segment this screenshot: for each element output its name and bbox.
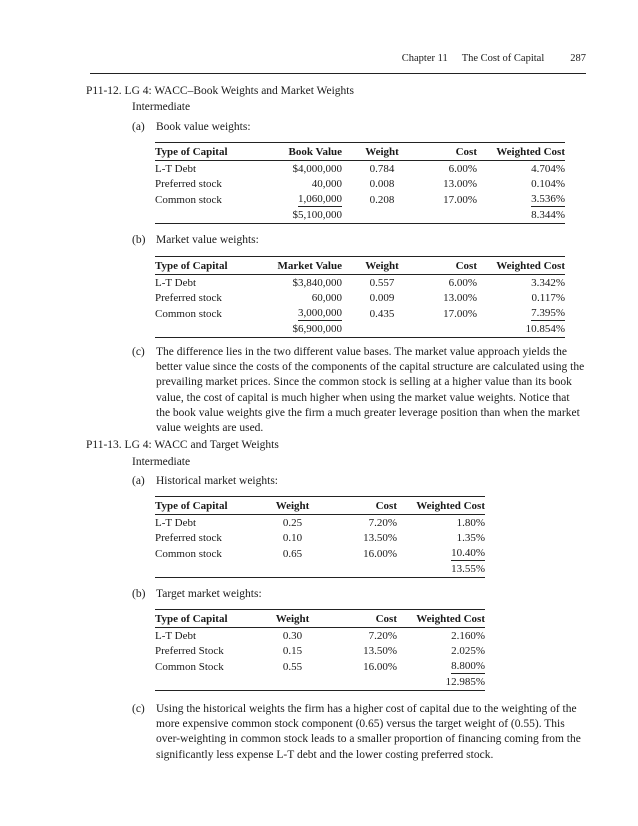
part-b-heading [132,234,259,246]
table-cell [260,675,325,691]
table-cell [397,659,485,675]
underlined-value: 3,000,000 [298,306,342,319]
total-row [155,208,565,224]
table-cell [422,208,477,224]
table-cell: L-T Debt [155,516,197,529]
column-header: Weight [260,497,325,515]
underlined-value: 3.536% [531,192,565,205]
total-weighted-cost: 8.344% [477,208,565,224]
table-cell: 13.00% [443,178,477,191]
table-cell [342,322,422,338]
column-header: Cost [422,257,477,275]
table-cell: L-T Debt [155,276,197,289]
table-cell: $4,000,000 [292,162,342,175]
table-cell [342,208,422,224]
part-caption: Historical market weights: [156,475,278,487]
table-cell [477,192,565,208]
table-cell: 0.55 [282,660,303,673]
part-label: (a) [132,121,145,133]
table-cell: 16.00% [363,660,397,673]
table-cell: 13.00% [443,292,477,305]
table-header-row [155,497,485,515]
column-header: Weighted Cost [477,257,565,275]
table-row [155,177,565,193]
table-cell: 0.008 [369,178,395,191]
table-cell: L-T Debt [155,162,197,175]
table-row [155,644,485,660]
part-a-heading [132,475,278,487]
table-cell [325,675,397,691]
column-header: Weighted Cost [397,610,485,628]
target-weights-table [155,609,485,691]
total-value: $6,900,000 [260,322,342,338]
table-header-row [155,610,485,628]
underlined-value: 8.800% [451,659,485,672]
column-header: Weighted Cost [477,143,565,161]
table-cell: 0.10 [282,532,303,545]
table-row [155,306,565,322]
table-cell: 1.35% [456,532,485,545]
column-header: Weight [342,143,422,161]
table-cell [155,562,260,578]
header-rule [90,73,586,74]
running-header [0,53,586,64]
total-weighted-cost: 10.854% [477,322,565,338]
table-row [155,161,565,177]
table-cell [325,562,397,578]
total-row [155,675,485,691]
column-header: Book Value [260,143,342,161]
table-row [155,291,565,307]
table-cell: 0.208 [369,193,395,206]
chapter-number: Chapter 11 [401,53,448,64]
column-header: Weight [260,610,325,628]
table-cell [260,562,325,578]
table-cell: 0.30 [282,629,303,642]
part-label: (a) [132,475,145,487]
table-cell: 0.784 [369,162,395,175]
table-cell: 7.20% [368,629,397,642]
column-header: Type of Capital [155,610,260,628]
difficulty-level: Intermediate [132,456,191,468]
column-header: Type of Capital [155,497,260,515]
underlined-value: 7.395% [531,306,565,319]
column-header: Cost [325,497,397,515]
table-cell: Common stock [155,547,222,560]
part-caption: Market value weights: [156,234,259,246]
table-cell [260,306,342,322]
chapter-title: The Cost of Capital [461,53,545,64]
column-header: Weighted Cost [397,497,485,515]
table-cell [155,675,260,691]
table-cell [260,192,342,208]
part-b-heading [132,588,262,600]
part-caption: Book value weights: [156,121,251,133]
table-cell: Common Stock [155,660,224,673]
difficulty-level: Intermediate [132,101,191,113]
total-value: $5,100,000 [260,208,342,224]
table-cell: Preferred stock [155,178,222,191]
table-cell: 0.117% [531,292,565,305]
table-row [155,546,485,562]
explanation-paragraph: Using the historical weights the firm has a higher cost of capital due to the weighting of the more expensive common stock component (0.65) versus the target weight of (0.55). This over-weighting in common stock leads to a smaller proportion of financing coming from the significantly less expense L-T debt and the lower costing preferred stock. [156,703,581,761]
table-row [155,659,485,675]
part-label: (c) [132,346,145,358]
column-header: Market Value [260,257,342,275]
market-value-table [155,256,565,338]
table-cell [422,322,477,338]
total-weighted-cost: 13.55% [397,562,485,578]
table-cell: 0.15 [282,645,303,658]
explanation-paragraph: The difference lies in the two different value bases. The market value approach yields the better value since the costs of the components of the capital structure are calculated using the prevailing market prices. Since the common stock is selling at a higher value than its book value, the cost of capital is much higher when using the market value weights. Notice that the book value weights give the firm a much greater leverage position than when the market value weights are used. [156,346,585,435]
part-label: (c) [132,703,145,715]
table-cell: $3,840,000 [292,276,342,289]
page-number: 287 [570,53,586,64]
table-cell: 13.50% [363,532,397,545]
table-cell: Preferred Stock [155,645,224,658]
table-cell: 2.160% [451,629,485,642]
table-row [155,531,485,547]
table-cell: 60,000 [311,292,342,305]
table-cell: 40,000 [311,178,342,191]
problem-title-p11-13: P11-13. LG 4: WACC and Target Weights [86,439,279,451]
historical-weights-table [155,496,485,578]
total-weighted-cost: 12.985% [397,675,485,691]
table-cell [155,322,260,338]
table-cell: 3.342% [531,276,565,289]
column-header: Cost [422,143,477,161]
table-cell: 1.80% [456,516,485,529]
table-cell: 16.00% [363,547,397,560]
table-row [155,192,565,208]
table-row [155,628,485,644]
table-cell [155,208,260,224]
table-cell: Common stock [155,193,222,206]
table-row [155,515,485,531]
total-row [155,562,485,578]
table-cell: 0.65 [282,547,303,560]
column-header: Cost [325,610,397,628]
part-label: (b) [132,588,146,600]
part-label: (b) [132,234,146,246]
table-cell [397,546,485,562]
table-cell: L-T Debt [155,629,197,642]
book-value-table [155,142,565,224]
table-cell: 4.704% [531,162,565,175]
table-cell: Preferred stock [155,292,222,305]
table-cell: 6.00% [448,162,477,175]
table-cell: 0.25 [282,516,303,529]
part-a-heading [132,121,251,133]
table-cell: 0.009 [369,292,395,305]
column-header: Type of Capital [155,143,260,161]
table-cell [477,306,565,322]
table-header-row [155,257,565,275]
underlined-value: 1,060,000 [298,192,342,205]
underlined-value: 10.40% [451,546,485,559]
table-cell: 0.104% [531,178,565,191]
table-cell: Preferred stock [155,532,222,545]
column-header: Weight [342,257,422,275]
table-cell: 7.20% [368,516,397,529]
table-cell: 17.00% [443,307,477,320]
table-cell: 0.557 [369,276,395,289]
table-cell: Common stock [155,307,222,320]
table-cell: 6.00% [448,276,477,289]
table-cell: 2.025% [451,645,485,658]
table-header-row [155,143,565,161]
total-row [155,322,565,338]
column-header: Type of Capital [155,257,260,275]
problem-title-p11-12: P11-12. LG 4: WACC–Book Weights and Market Weights [86,85,354,97]
part-caption: Target market weights: [156,588,262,600]
table-row [155,275,565,291]
table-cell: 0.435 [369,307,395,320]
table-cell: 13.50% [363,645,397,658]
table-cell: 17.00% [443,193,477,206]
